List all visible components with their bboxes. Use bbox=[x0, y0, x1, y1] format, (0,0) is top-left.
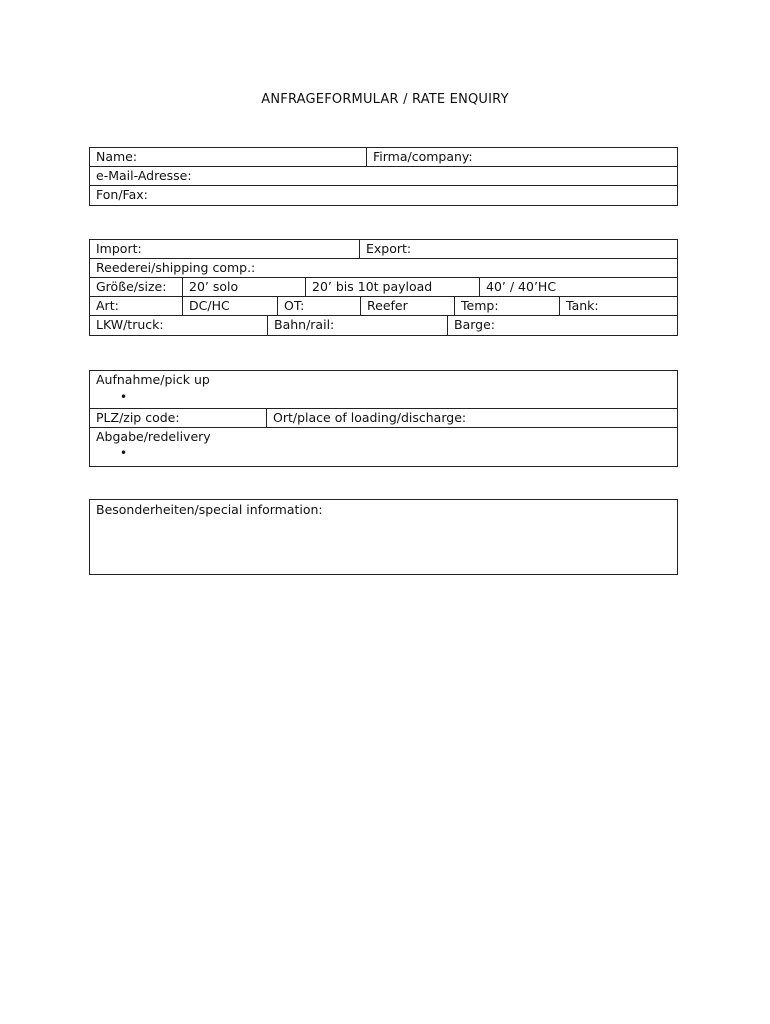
shipment-row-direction bbox=[90, 240, 677, 259]
size-label: Größe/size: bbox=[96, 279, 167, 294]
place-field[interactable]: Ort/place of loading/discharge: bbox=[266, 409, 677, 427]
contact-row-phone bbox=[90, 186, 677, 205]
dc-hc-option[interactable]: DC/HC bbox=[182, 297, 278, 315]
art-label: Art: bbox=[96, 298, 119, 313]
locations-section bbox=[89, 370, 678, 467]
barge-field[interactable]: Barge: bbox=[447, 316, 677, 335]
email-field[interactable]: e-Mail-Adresse: bbox=[96, 168, 192, 183]
zip-code-field[interactable]: PLZ/zip code: bbox=[96, 410, 180, 425]
ot-option[interactable]: OT: bbox=[277, 297, 361, 315]
name-field[interactable]: Name: bbox=[96, 149, 138, 164]
pickup-row[interactable] bbox=[90, 371, 677, 409]
rail-field[interactable]: Bahn/rail: bbox=[267, 316, 448, 335]
contact-section bbox=[89, 147, 678, 206]
temp-field[interactable]: Temp: bbox=[454, 297, 560, 315]
phone-fax-field[interactable]: Fon/Fax: bbox=[96, 187, 148, 202]
import-field[interactable]: Import: bbox=[96, 241, 142, 256]
shipment-row-size bbox=[90, 278, 677, 297]
form-title: ANFRAGEFORMULAR / RATE ENQUIRY bbox=[261, 92, 509, 107]
size-20-10t-option[interactable]: 20’ bis 10t payload bbox=[305, 278, 480, 296]
zip-place-row bbox=[90, 409, 677, 428]
size-40-option[interactable]: 40’ / 40’HC bbox=[479, 278, 677, 296]
truck-field[interactable]: LKW/truck: bbox=[96, 317, 164, 332]
pickup-bullet: • bbox=[120, 390, 128, 404]
company-field[interactable]: Firma/company: bbox=[366, 148, 677, 166]
contact-row-name bbox=[90, 148, 677, 167]
export-field[interactable]: Export: bbox=[359, 240, 677, 258]
shipment-row-type bbox=[90, 297, 677, 316]
redelivery-label: Abgabe/redelivery bbox=[96, 429, 211, 444]
redelivery-row[interactable] bbox=[90, 428, 677, 466]
shipment-row-carrier bbox=[90, 259, 677, 278]
tank-option[interactable]: Tank: bbox=[559, 297, 677, 315]
reefer-option[interactable]: Reefer bbox=[360, 297, 455, 315]
shipment-row-transport bbox=[90, 316, 677, 335]
redelivery-bullet: • bbox=[120, 446, 128, 460]
shipping-company-field[interactable]: Reederei/shipping comp.: bbox=[96, 260, 256, 275]
contact-row-email bbox=[90, 167, 677, 186]
pickup-label: Aufnahme/pick up bbox=[96, 372, 210, 387]
shipment-section bbox=[89, 239, 678, 336]
special-info-label: Besonderheiten/special information: bbox=[96, 502, 323, 517]
size-20-solo-option[interactable]: 20’ solo bbox=[182, 278, 306, 296]
special-info-section[interactable] bbox=[89, 499, 678, 575]
